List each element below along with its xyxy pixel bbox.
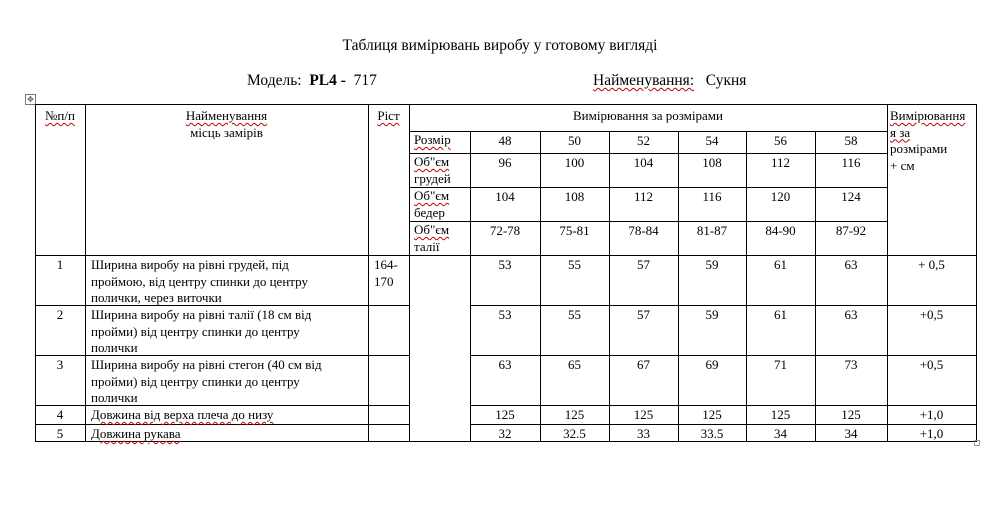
model-number: 717	[353, 72, 377, 89]
table-rule-vertical	[85, 104, 86, 442]
size-row-value: 104	[495, 189, 515, 204]
row-value: 73	[844, 357, 858, 372]
header-measurements	[409, 108, 887, 125]
row-value: 57	[637, 307, 650, 322]
table-rule-vertical	[887, 104, 888, 442]
table-rule-horizontal	[470, 405, 977, 406]
row-tolerance-value: +1,0	[919, 426, 944, 441]
table-rule-vertical	[609, 131, 610, 442]
header-measurements-line: Вимірювання за розмірами	[573, 108, 723, 123]
row-number: 4	[56, 407, 64, 422]
size-row-label-line: Об"єм	[414, 188, 450, 203]
row-number: 3	[56, 357, 64, 372]
model-code: PL4 -	[309, 72, 346, 89]
size-row-value: 81-87	[696, 223, 728, 238]
header-name	[85, 108, 368, 141]
table-rule-horizontal	[470, 305, 977, 306]
size-row-value: 116	[702, 189, 722, 204]
header-number	[35, 108, 85, 125]
size-row-value: 84-90	[765, 223, 796, 238]
header-height	[368, 108, 409, 125]
row-value: 53	[498, 257, 512, 272]
row-tolerance-value: +1,0	[919, 407, 944, 422]
row-name-line: Довжина від верха плеча до низу	[91, 407, 274, 422]
size-row-label	[414, 222, 469, 255]
product-name-value: Сукня	[705, 72, 747, 89]
row-name	[91, 426, 366, 443]
table-rule-vertical	[678, 131, 679, 442]
size-row-value: 124	[841, 189, 861, 204]
row-name-line: Ширина виробу на рівні талії (18 см від	[91, 307, 312, 322]
table-rule-horizontal	[409, 153, 888, 154]
row-name-line: проймою, від центру спинки до центру	[91, 273, 308, 289]
table-move-handle-icon[interactable]: ✥	[25, 94, 36, 105]
row-tolerance	[887, 407, 976, 423]
size-row-label	[414, 132, 469, 149]
row-value: 125	[633, 407, 654, 422]
header-tolerance-line: я за	[890, 124, 911, 140]
size-row-value: 108	[564, 189, 585, 204]
row-value: 33	[637, 426, 650, 441]
row-name-line: пройми) від центру спинки до центру	[91, 373, 300, 389]
size-row-value: 100	[564, 155, 585, 170]
header-name-line: Найменування	[185, 108, 268, 123]
row-number: 2	[56, 307, 64, 322]
table-rule-vertical	[746, 131, 747, 442]
row-value: 63	[844, 307, 858, 322]
size-row-value: 78-84	[628, 223, 659, 238]
table-rule-horizontal	[368, 305, 410, 306]
product-name-label: Найменування:	[593, 72, 695, 89]
row-name-line: полички	[91, 340, 138, 355]
row-value: 34	[844, 426, 858, 441]
size-row-value: 116	[841, 155, 861, 170]
header-tolerance-line: Вимірювання	[890, 108, 966, 123]
size-row-value: 72-78	[489, 223, 521, 238]
table-rule-horizontal	[470, 355, 977, 356]
size-row-value: 108	[702, 155, 722, 170]
row-value: 63	[844, 257, 858, 272]
row-value: 59	[705, 307, 719, 322]
table-rule-horizontal	[409, 187, 888, 188]
row-tolerance	[887, 357, 976, 373]
row-name-line: пройми) від центру спинки до центру	[91, 323, 300, 339]
row-value: 71	[774, 357, 787, 372]
row-value: 34	[774, 426, 787, 441]
size-row-value: 54	[705, 133, 719, 148]
table-rule-vertical	[976, 104, 977, 442]
paragraph-end-mark-icon	[974, 440, 980, 446]
size-row-value: 52	[637, 133, 650, 148]
row-name-line: полички	[91, 390, 138, 405]
header-number-line: №п/п	[45, 108, 75, 123]
size-row-label-line: Розмір	[414, 132, 451, 147]
row-name	[91, 407, 366, 424]
size-row-label-line: Об"єм	[414, 154, 450, 169]
table-rule-horizontal	[35, 104, 977, 105]
row-number: 1	[56, 257, 64, 272]
table-rule-vertical	[540, 131, 541, 442]
height-value	[374, 257, 409, 290]
row-name-line: Ширина виробу на рівні грудей, під	[91, 257, 289, 272]
row-value: 125	[564, 407, 585, 422]
header-tolerance	[890, 108, 975, 174]
row-value: 61	[774, 257, 787, 272]
row-number: 5	[56, 426, 64, 441]
model-line	[247, 72, 377, 90]
size-row-value: 58	[844, 133, 858, 148]
size-row-value: 112	[633, 189, 654, 204]
header-name-line: місць замірів	[190, 124, 263, 140]
row-tolerance	[887, 426, 976, 442]
row-tolerance	[887, 257, 976, 273]
row-value: 125	[841, 407, 861, 422]
row-name-line: Довжина рукава	[91, 426, 181, 441]
size-row-value: 87-92	[835, 223, 867, 238]
row-value: 59	[705, 257, 719, 272]
row-value: 55	[568, 307, 581, 322]
row-value: 55	[568, 257, 581, 272]
size-row-value: 120	[770, 189, 791, 204]
header-height-line: Ріст	[377, 108, 400, 123]
row-name	[91, 257, 366, 307]
size-row-value: 48	[498, 133, 512, 148]
size-row-value: 50	[568, 133, 581, 148]
row-tolerance	[887, 307, 976, 323]
table-rule-vertical	[35, 104, 36, 442]
row-name-line: полички, через виточки	[91, 290, 222, 305]
size-row-label-line: талії	[414, 238, 440, 254]
row-value: 67	[637, 357, 650, 372]
table-rule-horizontal	[409, 221, 888, 222]
row-value: 61	[774, 307, 787, 322]
row-value: 125	[702, 407, 722, 422]
row-value: 63	[498, 357, 512, 372]
row-tolerance-value: +0,5	[919, 357, 944, 372]
row-name	[91, 307, 366, 357]
row-value: 53	[498, 307, 512, 322]
row-value: 57	[637, 257, 650, 272]
table-rule-horizontal	[35, 255, 977, 256]
row-value: 32	[498, 426, 512, 441]
row-value: 65	[568, 357, 581, 372]
size-row-label-line: грудей	[414, 170, 451, 186]
row-name-line: Ширина виробу на рівні стегон (40 см від	[91, 357, 322, 372]
row-value: 125	[495, 407, 515, 422]
table-rule-vertical	[368, 104, 369, 442]
model-label: Модель:	[247, 72, 302, 89]
height-value-line: 170	[374, 273, 394, 289]
table-rule-vertical	[470, 131, 471, 442]
size-row-label-line: бедер	[414, 204, 445, 220]
row-tolerance-value: +0,5	[919, 307, 944, 322]
height-value-line: 164-	[374, 257, 398, 272]
row-name	[91, 357, 366, 407]
size-row-label	[414, 188, 469, 221]
size-row-label-line: Об"єм	[414, 222, 450, 237]
row-value: 33.5	[700, 426, 724, 441]
row-value: 69	[705, 357, 719, 372]
size-row-value: 96	[498, 155, 512, 170]
table-rule-horizontal	[409, 131, 888, 132]
size-row-label	[414, 154, 469, 187]
size-row-value: 75-81	[559, 223, 590, 238]
header-tolerance-line: + см	[890, 157, 915, 173]
row-value: 32.5	[563, 426, 586, 441]
table-rule-horizontal	[470, 424, 977, 425]
table-rule-vertical	[409, 104, 410, 442]
header-tolerance-line: розмірами	[890, 141, 948, 156]
document-title: Таблиця вимірювань виробу у готовому вигляді	[342, 37, 658, 54]
table-rule-horizontal	[35, 424, 410, 425]
size-row-value: 56	[774, 133, 787, 148]
row-value: 125	[770, 407, 791, 422]
row-tolerance-value: + 0,5	[918, 257, 945, 272]
product-name-line	[593, 72, 746, 90]
table-rule-vertical	[815, 131, 816, 442]
size-row-value: 112	[770, 155, 791, 170]
size-row-value: 104	[633, 155, 654, 170]
